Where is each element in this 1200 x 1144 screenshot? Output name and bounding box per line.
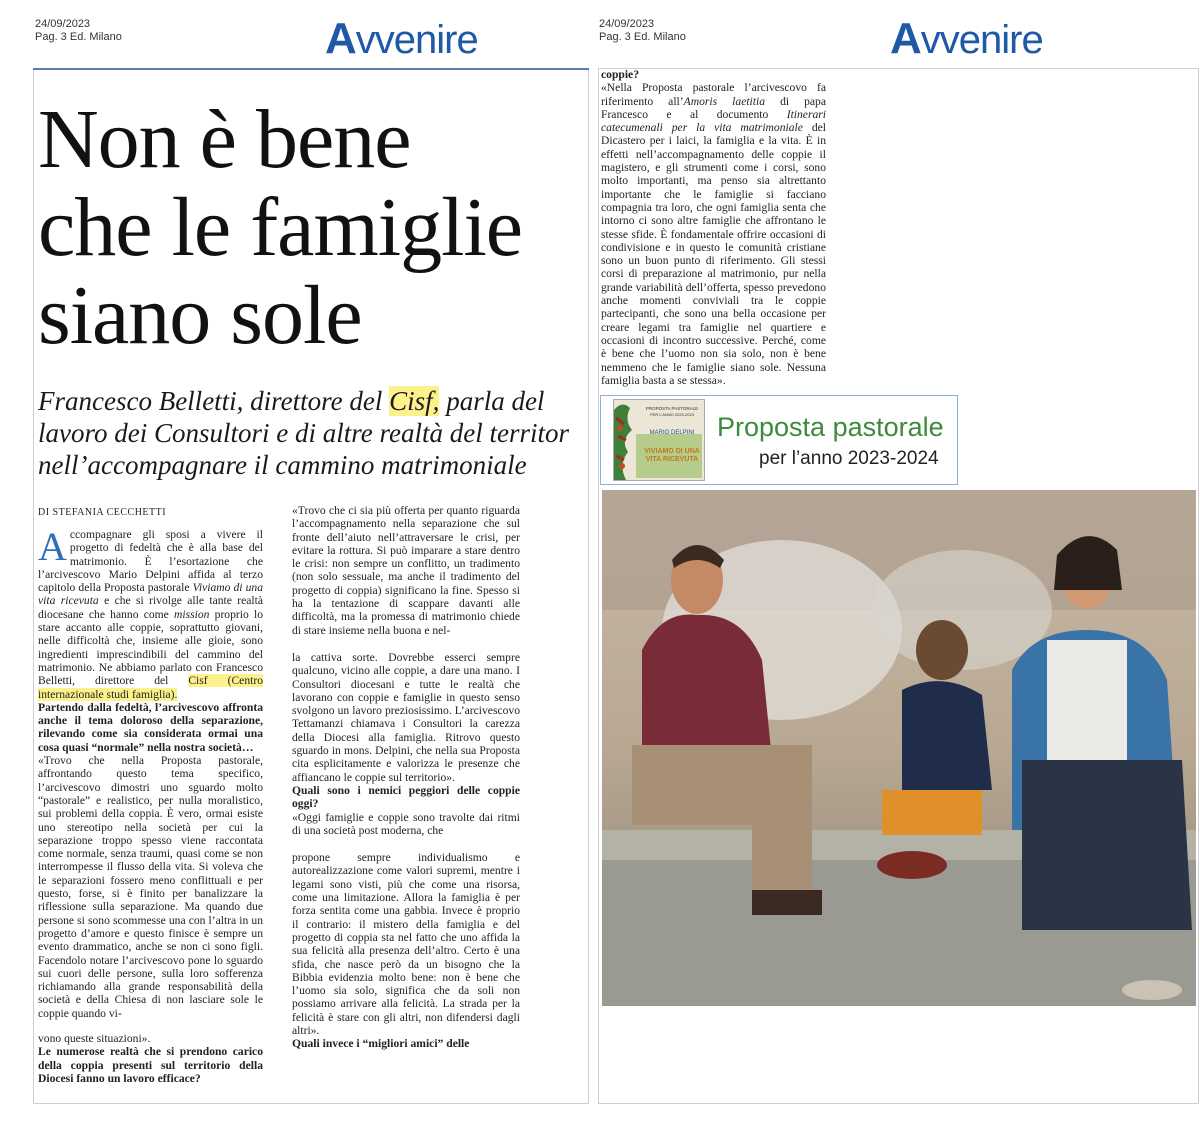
answer-2-part2: la cattiva sorte. Dovrebbe esserci sempre qualcuno, vicino alle coppie, a dare una mano. I Consultori diocesani e tutte le realtà che lavorano con coppie e famiglie in questo senso svolgono un lavoro preziosissimo. L’arcivescovo Tettamanzi chiamava i Consultori la carezza della Diocesi alla famiglia. Ritrovo questo sguardo in mons. Delpini, che nella sua Proposta cita esplicitamente e valorizza le presenze che affiancano le coppie sul territorio». — [292, 650, 520, 784]
right-newspaper-logo: Avvenire — [890, 14, 1043, 63]
pastoral-proposal-banner — [600, 395, 958, 485]
cover-author: MARIO DELPINI — [649, 430, 695, 436]
right-page — [598, 0, 1200, 1144]
article-column-3 — [601, 68, 826, 387]
article-headline: Non è bene che le famiglie siano sole — [38, 93, 523, 362]
left-date: 24/09/2023 — [35, 18, 91, 30]
answer-3-part2: propone sempre individualismo e autorealizzazione come valori supremi, mentre i legami sono visti, più che come una risorsa, come una limitazione. Allora la famiglia è per forza sentita come una gabbia. Invece è proprio il contrario: il mistero della famiglia e del progetto di coppia sta nel fatto che uno affida la sua felicità alla presenza dell’altro. Certo è una sfida, che nasce però da un bisogno che la Bibbia evidenzia molto bene: non è bene che l’uomo sia solo, significa che da soli non possiamo arrivare alla felicità. La strada per la felicità è stare con gli altri, non difendersi dagli altri». — [292, 851, 520, 1037]
banner-title: Proposta pastorale — [717, 412, 944, 442]
cover-label-2: PER L’ANNO 2023-2024 — [649, 412, 695, 417]
answer-3-start: «Oggi famiglie e coppie sono travolte dai ritmi di una società post moderna, che — [292, 810, 520, 837]
drop-cap: A — [38, 524, 67, 569]
banner-subtitle: per l’anno 2023-2024 — [759, 448, 939, 469]
left-top-rule — [33, 68, 589, 70]
question-1: Partendo dalla fedeltà, l’arcivescovo affronta anche il tema doloroso della separazione, rilevando come sia considerata ormai una cosa quasi “normale” nella nostra società… — [38, 700, 263, 754]
question-2: Le numerose realtà che si prendono carico della coppia presenti sul territorio della Diocesi fanno un lavoro efficace? — [38, 1045, 263, 1085]
left-edition: Pag. 3 Ed. Milano — [35, 31, 122, 43]
answer-1: «Trovo che nella Proposta pastorale, affrontando questo tema specifico, l’arcivescovo dimostri uno sguardo molto “pastorale” e realistico, per nulla moralistico, sui problemi della coppia. È vero, ormai esiste uno stereotipo nella società per cui la separazione troppo spesso viene raccontata come normale, senza traumi, quasi come se non interrompesse il flusso della vita. Si voleva che le separazioni fossero meno conflittuali e per questo, forse, si è finito per banalizzare la riflessione sulla separazione. Ma quando due persone si sono scommesse una con l’altra in un progetto d’amore e questo finisce è sempre un evento drammatico, anche se non ci sono figli. Facendolo notare l’arcivescovo pone lo sguardo sui cuori delle persone, sulla loro sofferenza richiamando alla grande responsabilità della società e della Chiesa di non lasciare sole le coppie quando vi- — [38, 754, 263, 1020]
book-cover-image — [613, 399, 705, 481]
question-4-end: coppie? — [601, 68, 640, 81]
answer-2-part1: «Trovo che ci sia più offerta per quanto riguarda l’accompagnamento nella separazione che sul fronte dell’aiuto nell’attraversare le crisi, per evitare la rottura. Si può imparare a stare dentro le crisi: non sempre un conflitto, un tradimento (non solo sessuale, ma anche il tradimento del progetto di coppia) significano la fine. Spesso si ha la tentazione di scappare davanti alle difficoltà, ma la promessa di matrimonio chiede di stare insieme nella buona e nel- — [292, 504, 520, 637]
article-byline: DI STEFANIA CECCHETTI — [38, 507, 167, 518]
left-page-meta — [35, 18, 122, 44]
article-subtitle: Francesco Belletti, direttore del Cisf, parla del lavoro dei Consultori e di altre realtà del territor nell’accompagnare il cammino matrimoniale — [38, 386, 569, 480]
question-3: Quali sono i nemici peggiori delle coppie oggi? — [292, 783, 520, 811]
cover-label-1: PROPOSTA PASTORALE — [645, 406, 699, 411]
right-page-meta — [599, 18, 686, 44]
highlight-cisf-full: Cisf (Centro internazionale studi famiglia). — [38, 674, 263, 701]
question-4: Quali invece i “migliori amici” delle — [292, 1037, 470, 1051]
right-date: 24/09/2023 — [599, 18, 655, 30]
family-photo — [602, 490, 1196, 1006]
family-photo-graphic — [602, 490, 1196, 1006]
left-newspaper-logo: Avvenire — [325, 14, 478, 63]
highlight-cisf: Cisf, — [389, 386, 440, 416]
article-column-1: Accompagnare gli sposi a vivere il progetto di fedeltà che è alla base del matrimonio. È l’esortazione che l’arcivescovo Mario Delpini affida al terzo capitolo della Proposta pastorale Viviamo di una vita ricevuta e che si rivolge alle tante realtà diocesane che hanno come mission proprio lo stare accanto alle coppie, soprattutto giovani, nelle difficoltà che, insieme alle gioie, sono ingredienti imprescindibili del cammino del matrimonio. Ne abbiamo parlato con Francesco Belletti, direttore del Cisf (Centro internazionale studi famiglia). Partendo dalla fedeltà, l’arcivescovo affronta anche il tema doloroso della separazione, rilevando come sia considerata ormai una cosa quasi “normale” nella nostra società… «Trovo che nella Proposta pastorale, affrontando questo tema specifico, l’arcivescovo dimostri uno sguardo molto “pastorale” e realistico, per nulla moralistico, sui problemi della coppia. È vero, ormai esiste uno stereotipo nella società per cui la separazione troppo spesso viene raccontata come normale, senza traumi, quasi come se non interrompesse il flusso della vita. Si voleva che le separazioni fossero meno conflittuali e per questo, forse, si è finito per banalizzare la riflessione sulla separazione. Ma quando due persone si sono scommesse una con l’altra in un progetto d’amore e questo finisce è sempre un evento drammatico, anche se non ci sono figli. Facendolo notare l’arcivescovo pone lo sguardo sui cuori delle persone, sulla loro sofferenza richiamando alla grande responsabilità della società e della Chiesa di non lasciare sole le coppie quando vi- vono queste situazioni». Le numerose realtà che si prendono carico della coppia presenti sul territorio della Diocesi fanno un lavoro efficace? — [38, 524, 263, 1085]
right-edition: Pag. 3 Ed. Milano — [599, 31, 686, 43]
answer-4: «Nella Proposta pastorale l’arcivescovo fa riferimento all’Amoris laetitia di papa Francesco e al documento Itinerari catecumenali per la vita matrimoniale del Dicastero per i laici, la famiglia e la vita. È in effetti nell’accompagnamento delle coppie il magistero, e gli strumenti come i corsi, sono molto importanti, ma penso sia altrettanto importante che le famiglie si facciano compagnia tra loro, che ogni famiglia senta che intorno ci sono altre famiglie che affrontano le stesse sfide. È fondamentale offrire occasioni di condivisione e in questo le comunità cristiane sono un buon punto di riferimento. Gli stessi corsi di preparazione al matrimonio, pur nella grande variabilità dell’offerta, spesso prevedono anche momenti conviviali tra le coppie partecipanti, che sono una bella occasione per creare legami tra famiglie nel quartiere e occasioni di incontro successive. Perché, come è bene che l’uomo non sia solo, non è bene nemmeno che le famiglie siano sole. Nessuna famiglia basta a se stessa». — [601, 81, 827, 387]
answer-1-continued: vono queste situazioni». — [38, 1031, 151, 1045]
cover-title: VIVIAMO DI UNA VITA RICEVUTA — [644, 448, 700, 463]
article-column-2 — [292, 504, 520, 1051]
